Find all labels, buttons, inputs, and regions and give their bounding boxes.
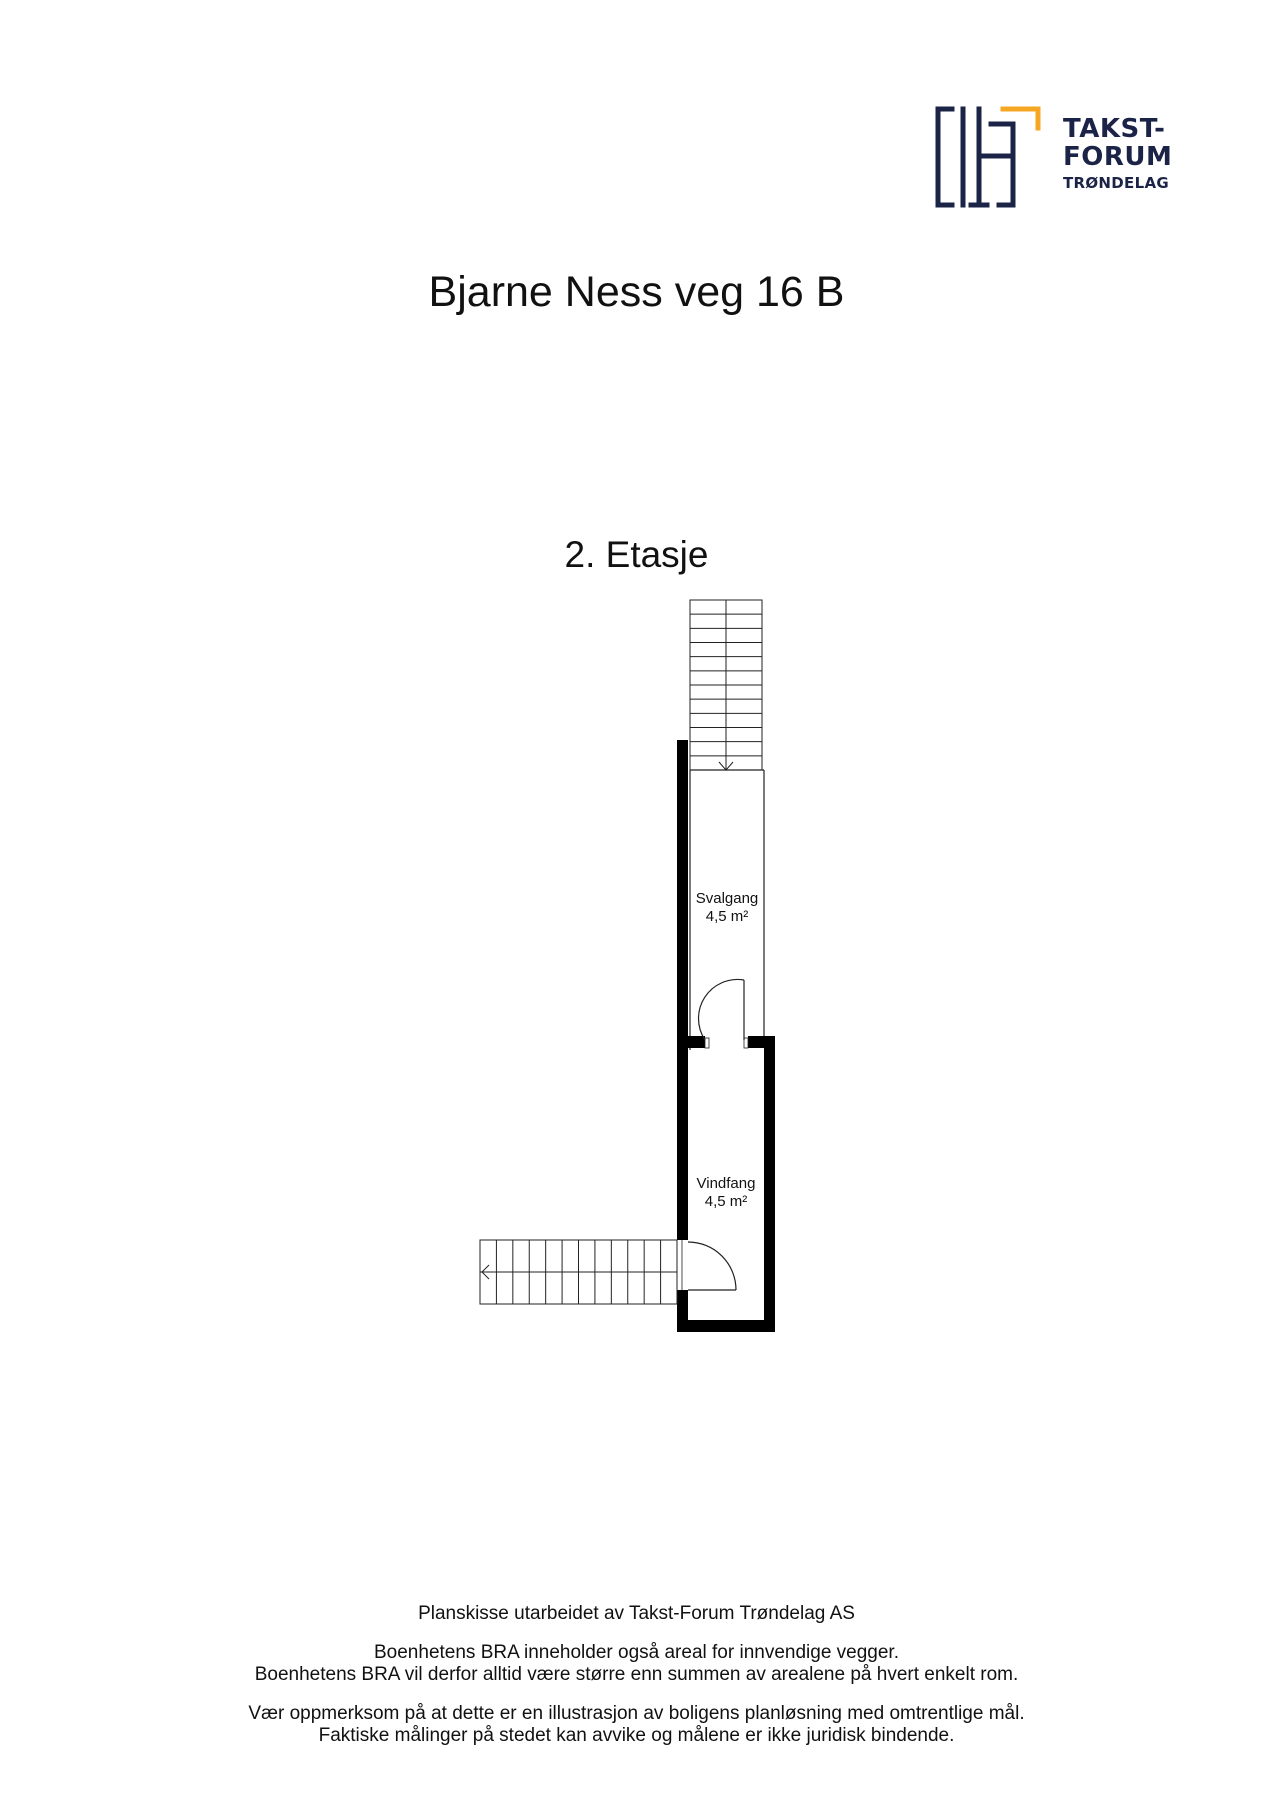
footer-bra-line2: Boenhetens BRA vil derfor alltid være større enn summen av arealene på hvert enkelt rom. [254,1664,1019,1685]
page-title: Bjarne Ness veg 16 B [428,268,845,316]
room-name-vindfang: Vindfang [696,1175,756,1192]
floor-plan [470,590,790,1355]
door-entrance [688,1242,736,1290]
floor-plan-drawing [470,590,790,1350]
company-logo [935,106,1195,210]
lower-staircase [480,1240,677,1304]
footer-credit: Planskisse utarbeidet av Takst-Forum Trøndelag AS [418,1603,855,1624]
room-area-vindfang: 4,5 m² [704,1193,748,1210]
door-svalgang [699,979,744,1040]
room-label-vindfang [676,1175,776,1211]
footer-note-line1: Vær oppmerksom på at dette er en illustrasjon av boligens planløsning med omtrentlige mål. [248,1703,1025,1724]
wall-bottom [677,1320,775,1332]
room-label-svalgang [677,890,777,926]
logo-text-line2: FORUM [1063,142,1173,172]
footer-bra-line1: Boenhetens BRA inneholder også areal for innvendige vegger. [374,1642,899,1663]
wall-top-left [677,1036,705,1048]
entrance-opening [677,1240,688,1290]
upper-staircase [690,600,762,770]
footer-note-line2: Faktiske målinger på stedet kan avvike og målene er ikke juridisk bindende. [318,1725,955,1746]
room-area-svalgang: 4,5 m² [705,908,749,925]
floor-label: 2. Etasje [564,534,709,575]
room-name-svalgang: Svalgang [695,890,759,907]
wall-top-right [748,1036,775,1048]
logo-text-line3: TRØNDELAG [1063,174,1169,192]
logo-text-line1: TAKST- [1063,114,1166,144]
logo-mark-icon [935,106,1045,210]
